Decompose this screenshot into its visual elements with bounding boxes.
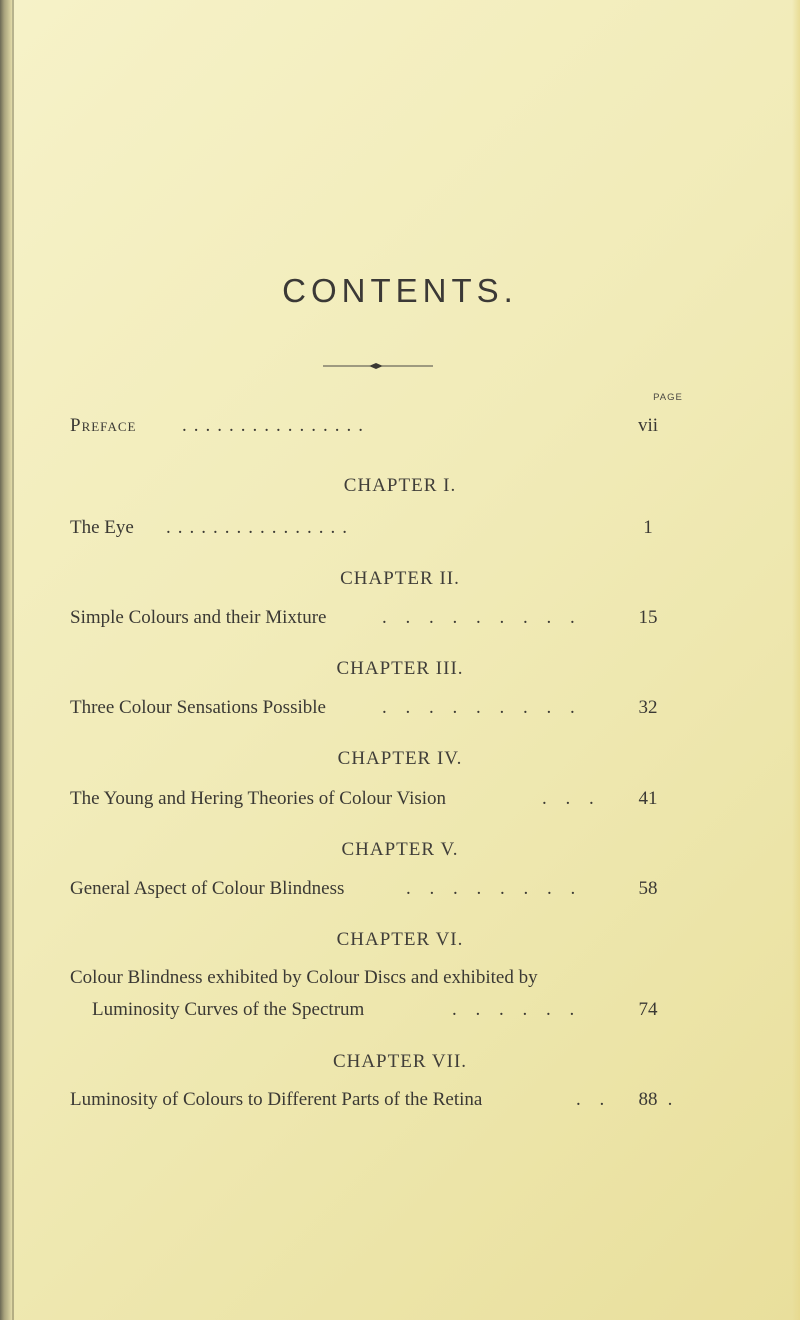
toc-entry-label: The Young and Hering Theories of Colour Vision — [70, 788, 447, 809]
chapter-heading-5: CHAPTER V. — [341, 839, 459, 860]
toc-entry-label: Luminosity of Colours to Different Parts of the Retina — [70, 1089, 483, 1110]
chapter-heading-6: CHAPTER VI. — [336, 929, 464, 950]
toc-entry-chapter-4[interactable] — [70, 787, 670, 811]
toc-entry-label: General Aspect of Colour Blindness — [70, 878, 345, 899]
toc-entry-chapter-2[interactable] — [70, 606, 670, 630]
toc-page-number: 32 — [638, 697, 658, 718]
chapter-heading-7: CHAPTER VII. — [332, 1051, 468, 1072]
chapter-heading-4: CHAPTER IV. — [337, 748, 463, 769]
toc-leader-dots: . . . . . . . . . — [382, 697, 582, 718]
toc-entry-label: Three Colour Sensations Possible — [70, 697, 326, 718]
toc-entry-label: Simple Colours and their Mixture — [70, 607, 327, 628]
chapter-heading-3: CHAPTER III. — [336, 658, 464, 679]
toc-leader-dots: . . . . . . — [452, 999, 582, 1020]
toc-page-number: vii — [637, 415, 659, 436]
toc-entry-label-line2: Luminosity Curves of the Spectrum — [92, 999, 365, 1020]
chapter-heading-2: CHAPTER II. — [340, 568, 460, 589]
chapter-heading-1: CHAPTER I. — [343, 475, 457, 496]
toc-leader-dots: . . . — [542, 788, 601, 809]
toc-page-number: 74 — [638, 999, 658, 1020]
toc-entry-label: The Eye — [70, 517, 134, 538]
toc-page-number: 58 — [638, 878, 658, 899]
toc-entry-label-line1: Colour Blindness exhibited by Colour Discs and exhibited by — [70, 967, 538, 988]
toc-page-number: 88 — [638, 1089, 658, 1110]
toc-leader-dots: ................ — [182, 415, 370, 436]
toc-page-number: 15 — [638, 607, 658, 628]
toc-leader-dots: . . . . . . . . — [406, 878, 583, 899]
toc-entry-label: Preface — [70, 415, 137, 436]
toc-entry-preface[interactable] — [70, 414, 670, 438]
toc-page-number: 1 — [643, 517, 653, 538]
toc-leader-dots: ................ — [166, 517, 354, 538]
toc-page-number: 41 — [638, 788, 658, 809]
toc-entry-chapter-6[interactable] — [70, 966, 670, 990]
page-column-header: PAGE — [653, 392, 683, 403]
toc-entry-chapter-7[interactable] — [70, 1088, 673, 1112]
contents-title: CONTENTS. — [282, 272, 518, 309]
toc-leader-dots: . . . . . . . . . — [382, 607, 582, 628]
title-ornament — [323, 361, 433, 371]
toc-entry-chapter-5[interactable] — [70, 877, 670, 901]
toc-leader-dots: . . — [576, 1089, 612, 1110]
toc-trailing-mark: . — [667, 1089, 673, 1110]
toc-entry-chapter-1[interactable] — [70, 516, 670, 540]
toc-entry-chapter-6-continued[interactable] — [70, 998, 670, 1022]
toc-entry-chapter-3[interactable] — [70, 696, 670, 720]
